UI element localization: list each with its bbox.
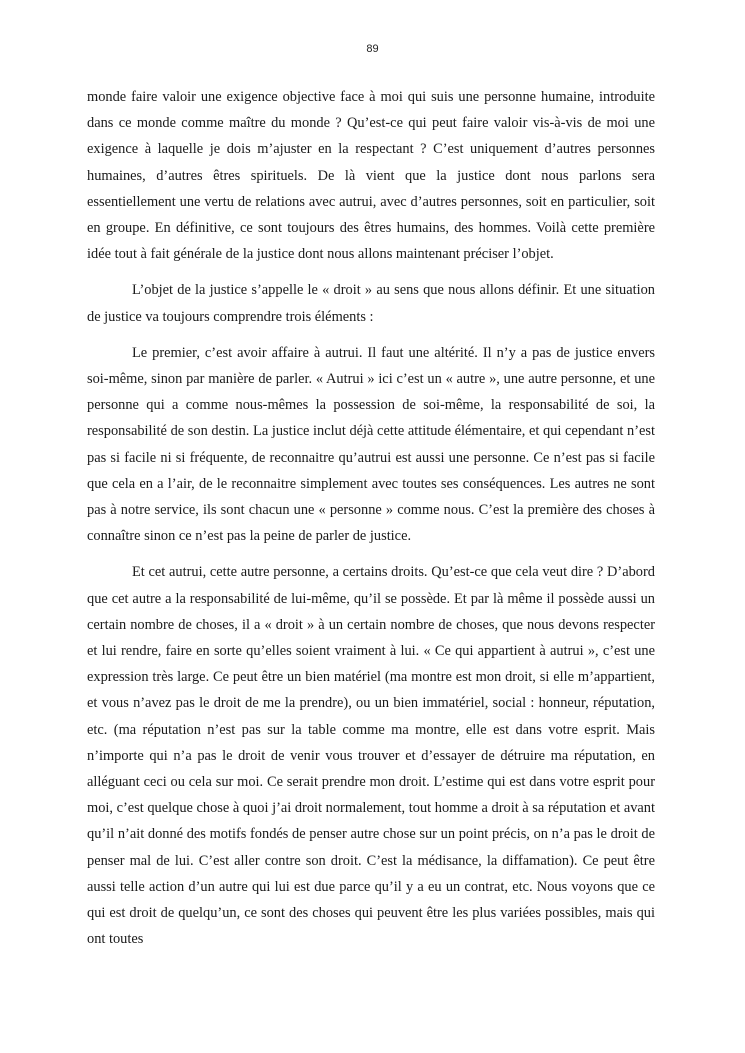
paragraph: L’objet de la justice s’appelle le « droit » au sens que nous allons définir. Et une situation de justice va toujours comprendre trois éléments : — [87, 282, 655, 325]
body-text — [87, 84, 655, 963]
page-number: 89 — [366, 43, 379, 55]
paragraph: monde faire valoir une exigence objective face à moi qui suis une personne humaine, introduite dans ce monde comme maître du monde ? Qu’est-ce qui peut faire valoir vis-à-vis de moi une exigence à laquelle je dois m’ajuster en la respectant ? C’est uniquement d’autres personnes humaines, d’autres êtres spirituels. De là vient que la justice dont nous parlons sera essentiellement une vertu de relations avec autrui, avec d’autres personnes, soit en particulier, soit en groupe. En définitive, ce sont toujours des êtres humains, des hommes. Voilà cette première idée tout à fait générale de la justice dont nous allons maintenant préciser l’objet. — [87, 89, 655, 263]
paragraph: Le premier, c’est avoir affaire à autrui. Il faut une altérité. Il n’y a pas de justice envers soi-même, sinon par manière de parler. « Autrui » ici c’est un « autre », une autre personne, et une personne qui a comme nous-mêmes la possession de soi-même, la responsabilité de soi, la responsabilité de son destin. La justice inclut déjà cette attitude élémentaire, et qui cependant n’est pas si facile ni si fréquente, de reconnaitre qu’autrui est aussi une personne. Ce n’est pas si facile que cela en a l’air, de le reconnaitre simplement avec toutes ses conséquences. Les autres ne sont pas à notre service, ils sont chacun une « personne » comme nous. C’est la première des choses à connaître sinon ce n’est pas la peine de parler de justice. — [87, 344, 655, 545]
paragraph: Et cet autrui, cette autre personne, a certains droits. Qu’est-ce que cela veut dire ? D’abord que cet autre a la responsabilité de lui-même, qu’il se possède. Et par là même il possède aussi un certain nombre de choses, il a « droit » à un certain nombre de choses, que nous devons respecter et lui rendre, faire en sorte qu’elles soient vraiment à lui. « Ce qui appartient à autrui », c’est une expression très large. Ce peut être un bien matériel (ma montre est mon droit, si elle m’appartient, et vous n’avez pas le droit de me la prendre), ou un bien immatériel, social : honneur, réputation, etc. (ma réputation n’est pas sur la table comme ma montre, elle est dans votre esprit. Mais n’importe qui n’a pas le droit de venir vous trouver et d’essayer de détruire ma réputation, en alléguant ceci ou cela sur moi. Ce serait prendre mon droit. L’estime qui est dans votre esprit pour moi, c’est quelque chose à quoi j’ai droit normalement, tout homme a droit à sa réputation et avant qu’il n’ait donné des motifs fondés de penser autre chose sur un point précis, on n’a pas le droit de penser mal de lui. C’est aller contre son droit. C’est la médisance, la diffamation). Ce peut être aussi telle action d’un autre qui lui est due parce qu’il y a eu un contrat, etc. Nous voyons que ce qui est droit de quelqu’un, ce sont des choses qui peuvent être les plus variées possibles, mais qui ont toutes — [87, 564, 655, 948]
